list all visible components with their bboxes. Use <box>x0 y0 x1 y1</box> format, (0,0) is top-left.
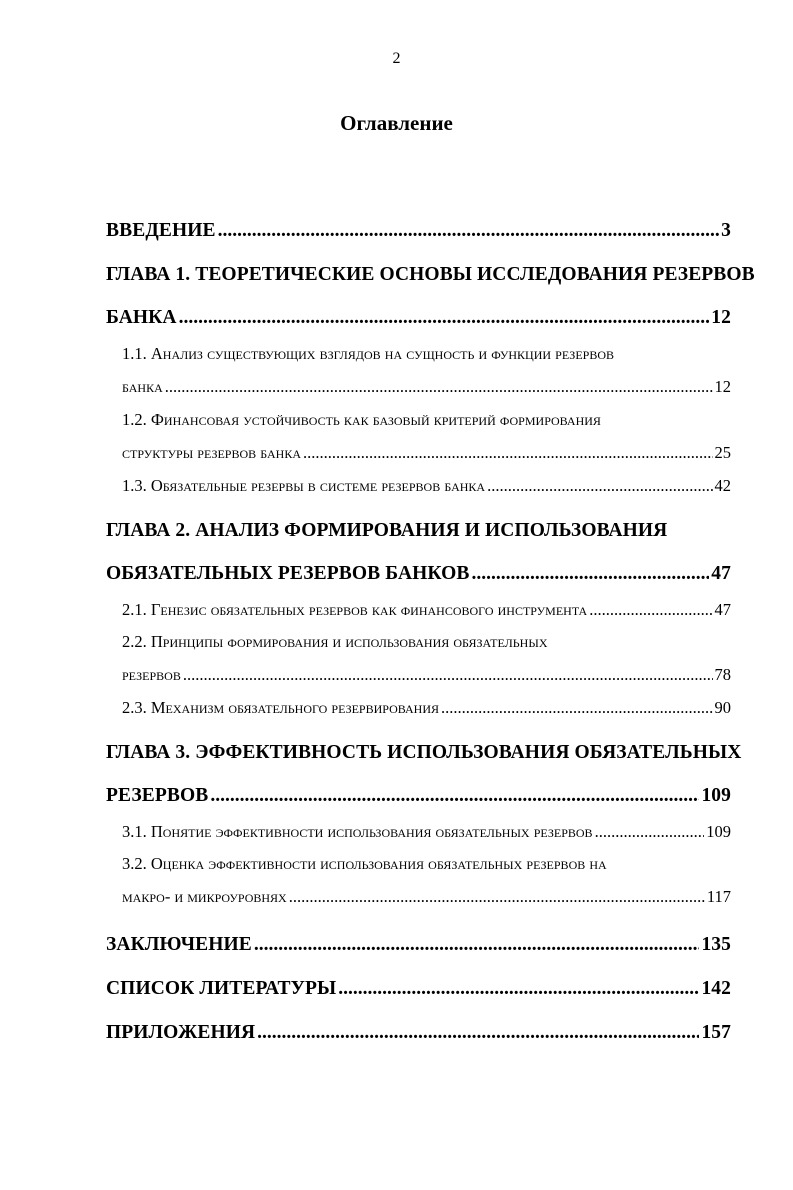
toc-page-number: 47 <box>711 563 731 584</box>
toc-page-number: 42 <box>714 476 731 495</box>
toc-page-number: 135 <box>701 934 731 955</box>
page-title: Оглавление <box>340 111 453 135</box>
toc-page-number: 109 <box>706 822 731 841</box>
toc-page-number: 117 <box>706 887 731 906</box>
toc-chapter-entry[interactable] <box>106 742 742 807</box>
toc-section-entry[interactable] <box>122 344 731 397</box>
dot-leader <box>441 698 713 718</box>
toc-page-number: 78 <box>714 665 731 684</box>
toc-entry-title: ОБЯЗАТЕЛЬНЫХ РЕЗЕРВОВ БАНКОВ <box>106 563 470 584</box>
dot-leader <box>595 822 705 842</box>
toc-section-entry[interactable] <box>122 600 731 620</box>
toc-entry-title-line: ГЛАВА 3. ЭФФЕКТИВНОСТЬ ИСПОЛЬЗОВАНИЯ ОБЯЗАТЕЛЬНЫХ <box>106 742 742 763</box>
toc-entry-title: ПРИЛОЖЕНИЯ <box>106 1022 256 1043</box>
toc-page-number: 3 <box>721 220 731 241</box>
toc-section-entry[interactable] <box>122 854 731 907</box>
dot-leader <box>183 665 713 685</box>
toc-entry-title-line: 2.2. Принципы формирования и использования обязательных <box>122 632 548 651</box>
toc-entry-title: БАНКА <box>106 307 177 328</box>
toc-chapter-entry[interactable] <box>106 520 731 585</box>
toc-entry-title-line: 1.2. Финансовая устойчивость как базовый критерий формирования <box>122 410 601 429</box>
toc-chapter-entry[interactable] <box>106 264 755 329</box>
toc-entry-title-line: 1.1. Анализ существующих взглядов на сущность и функции резервов <box>122 344 614 363</box>
toc-entry-title: 1.3. Обязательные резервы в системе резервов банка <box>122 476 486 495</box>
toc-page-number: 90 <box>714 698 731 717</box>
toc-page-number: 12 <box>714 377 731 396</box>
dot-leader <box>210 785 699 807</box>
page-number: 2 <box>392 50 401 67</box>
toc-entry-title: РЕЗЕРВОВ <box>106 785 209 806</box>
dot-leader <box>589 600 712 620</box>
toc-entry-title: 2.3. Механизм обязательного резервирования <box>122 698 439 717</box>
dot-leader <box>472 563 710 585</box>
dot-leader <box>289 887 705 907</box>
toc-entry-title-line: ГЛАВА 2. АНАЛИЗ ФОРМИРОВАНИЯ И ИСПОЛЬЗОВАНИЯ <box>106 520 668 541</box>
toc-page-number: 12 <box>711 307 731 328</box>
dot-leader <box>179 307 710 329</box>
toc-section-entry[interactable] <box>122 632 731 685</box>
toc-entry-title: банка <box>122 377 163 396</box>
toc-entry-title: структуры резервов банка <box>122 443 301 462</box>
toc-chapter-entry[interactable] <box>106 978 731 1000</box>
toc-entry-title: 2.1. Генезис обязательных резервов как финансового инструмента <box>122 600 588 619</box>
dot-leader <box>257 1022 699 1044</box>
toc-page-number: 25 <box>714 443 731 462</box>
toc-section-entry[interactable] <box>122 476 731 496</box>
toc-entry-title: ЗАКЛЮЧЕНИЕ <box>106 934 252 955</box>
toc-page-number: 142 <box>701 978 731 999</box>
toc-entry-title: ВВЕДЕНИЕ <box>106 220 216 241</box>
dot-leader <box>338 978 699 1000</box>
toc-entry-title-line: ГЛАВА 1. ТЕОРЕТИЧЕСКИЕ ОСНОВЫ ИССЛЕДОВАНИЯ РЕЗЕРВОВ <box>106 264 755 285</box>
toc-entry-title: СПИСОК ЛИТЕРАТУРЫ <box>106 978 337 999</box>
toc-entry-title: макро- и микроуровнях <box>122 887 287 906</box>
toc-section-entry[interactable] <box>122 410 731 463</box>
toc-chapter-entry[interactable] <box>106 1022 731 1044</box>
dot-leader <box>218 220 720 242</box>
toc-section-entry[interactable] <box>122 822 731 842</box>
dot-leader <box>303 443 713 463</box>
toc-chapter-entry[interactable] <box>106 220 731 242</box>
toc-entry-title: 3.1. Понятие эффективности использования обязательных резервов <box>122 822 593 841</box>
toc-entry-title-line: 3.2. Оценка эффективности использования обязательных резервов на <box>122 854 607 873</box>
toc-chapter-entry[interactable] <box>106 934 731 956</box>
dot-leader <box>165 377 713 397</box>
dot-leader <box>487 476 712 496</box>
toc-entry-title: резервов <box>122 665 181 684</box>
toc-page-number: 47 <box>714 600 731 619</box>
toc-section-entry[interactable] <box>122 698 731 718</box>
toc-page-number: 109 <box>701 785 731 806</box>
dot-leader <box>254 934 700 956</box>
toc-page-number: 157 <box>701 1022 731 1043</box>
